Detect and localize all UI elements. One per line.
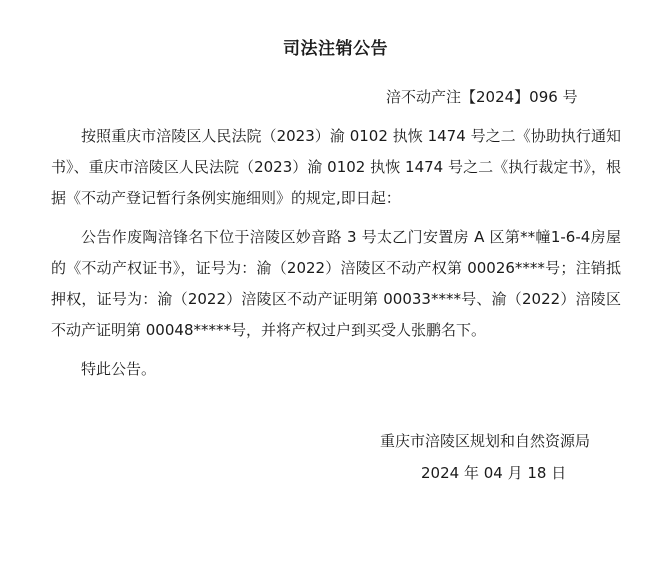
paragraph-legal-basis: 按照重庆市涪陵区人民法院（2023）渝 0102 执恢 1474 号之二《协助执行通知书》、重庆市涪陵区人民法院（2023）渝 0102 执恢 1474 号之二《执行裁定书》，根据《不动产登记暂行条例实施细则》的规定,即日起： (51, 127, 621, 207)
signature-organization: 重庆市涪陵区规划和自然资源局 (380, 432, 591, 450)
signature-date: 2024 年 04 月 18 日 (421, 464, 567, 482)
paragraph-announcement: 公告作废陶涪锋名下位于涪陵区妙音路 3 号太乙门安置房 A 区第**幢1-6-4房屋的《不动产权证书》，证号为：渝（2022）涪陵区不动产权第 00026****号；注销抵押权，证号为：渝（2022）涪陵区不动产证明第 00033****号、渝（2022）涪陵区不动产证明第 00048*****号，并将产权过户到买受人张鹏名下。 (51, 228, 621, 339)
document-number: 涪不动产注【2024】096 号 (386, 88, 578, 106)
notice-title: 司法注销公告 (283, 39, 388, 59)
paragraph-closing: 特此公告。 (81, 360, 157, 378)
